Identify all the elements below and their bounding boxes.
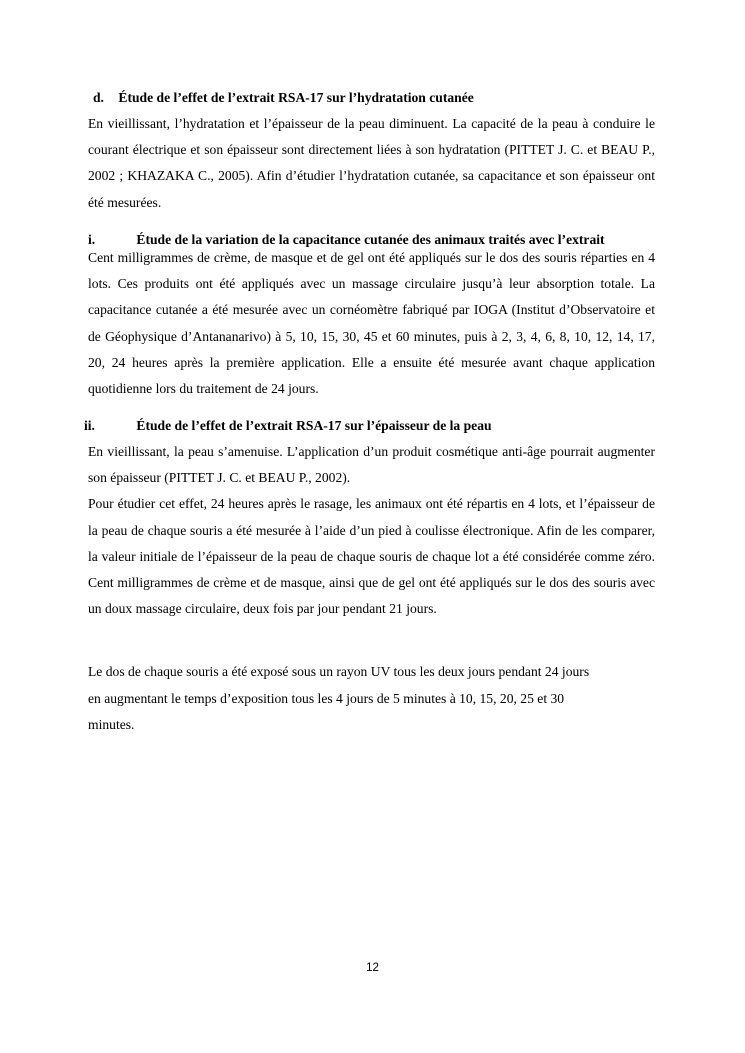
section-i-title: Étude de la variation de la capacitance cutanée des animaux traités avec l’extrait xyxy=(136,232,605,247)
section-ii-body-3 xyxy=(88,659,655,739)
section-d-number: d. xyxy=(93,90,104,105)
section-i-body xyxy=(88,245,655,402)
section-ii-paragraph-3-line-3: minutes. xyxy=(88,717,135,733)
section-ii-number: ii. xyxy=(84,418,95,433)
section-ii-heading xyxy=(84,417,492,435)
section-ii-paragraph-3-line-1: Le dos de chaque souris a été exposé sous un rayon UV tous les deux jours pendant 24 jours xyxy=(88,664,590,679)
section-i-number: i. xyxy=(88,232,96,247)
section-ii-body xyxy=(88,439,655,622)
section-d-title: Étude de l’effet de l’extrait RSA-17 sur l’hydratation cutanée xyxy=(118,90,474,105)
section-i-paragraph: Cent milligrammes de crème, de masque et de gel ont été appliqués sur le dos des souris réparties en 4 lots. Ces produits ont été appliqués avec un massage circulaire jusqu’à leur absorption totale. La capacitance cutanée a été mesurée avec un cornéomètre fabriqué par IOGA (Institut d’Observatoire et de Géophysique d’Antananarivo) à 5, 10, 15, 30, 45 et 60 minutes, puis à 2, 3, 4, 6, 8, 10, 12, 14, 17, 20, 24 heures après la première application. Elle a ensuite été mesurée avant chaque application quotidienne lors du traitement de 24 jours. xyxy=(88,250,655,397)
section-d-body xyxy=(88,111,655,216)
section-d-paragraph: En vieillissant, l’hydratation et l’épaisseur de la peau diminuent. La capacité de la peau à conduire le courant électrique et son épaisseur sont directement liées à son hydratation (PITTET J. C. et BEAU P., 2002 ; KHAZAKA C., 2005). Afin d’étudier l’hydratation cutanée, sa capacitance et son épaisseur ont été mesurées. xyxy=(88,116,655,210)
page-number: 12 xyxy=(366,962,379,974)
section-ii-paragraph-2: Pour étudier cet effet, 24 heures après le rasage, les animaux ont été répartis en 4 lots, et l’épaisseur de la peau de chaque souris a été mesurée à l’aide d’un pied à coulisse électronique. Afin de les comparer, la valeur initiale de l’épaisseur de la peau de chaque souris de chaque lot a été considérée comme zéro. Cent milligrammes de crème et de masque, ainsi que de gel ont été appliqués sur le dos des souris avec un doux massage circulaire, deux fois par jour pendant 21 jours. xyxy=(88,496,655,617)
section-ii-paragraph-3-line-2: en augmentant le temps d’exposition tous les 4 jours de 5 minutes à 10, 15, 20, 25 et 30 xyxy=(88,690,565,706)
section-ii-paragraph-1: En vieillissant, la peau s’amenuise. L’application d’un produit cosmétique anti-âge pourrait augmenter son épaisseur (PITTET J. C. et BEAU P., 2002). xyxy=(88,444,655,486)
section-ii-title: Étude de l’effet de l’extrait RSA-17 sur l’épaisseur de la peau xyxy=(136,418,492,433)
section-d-heading xyxy=(93,89,474,107)
